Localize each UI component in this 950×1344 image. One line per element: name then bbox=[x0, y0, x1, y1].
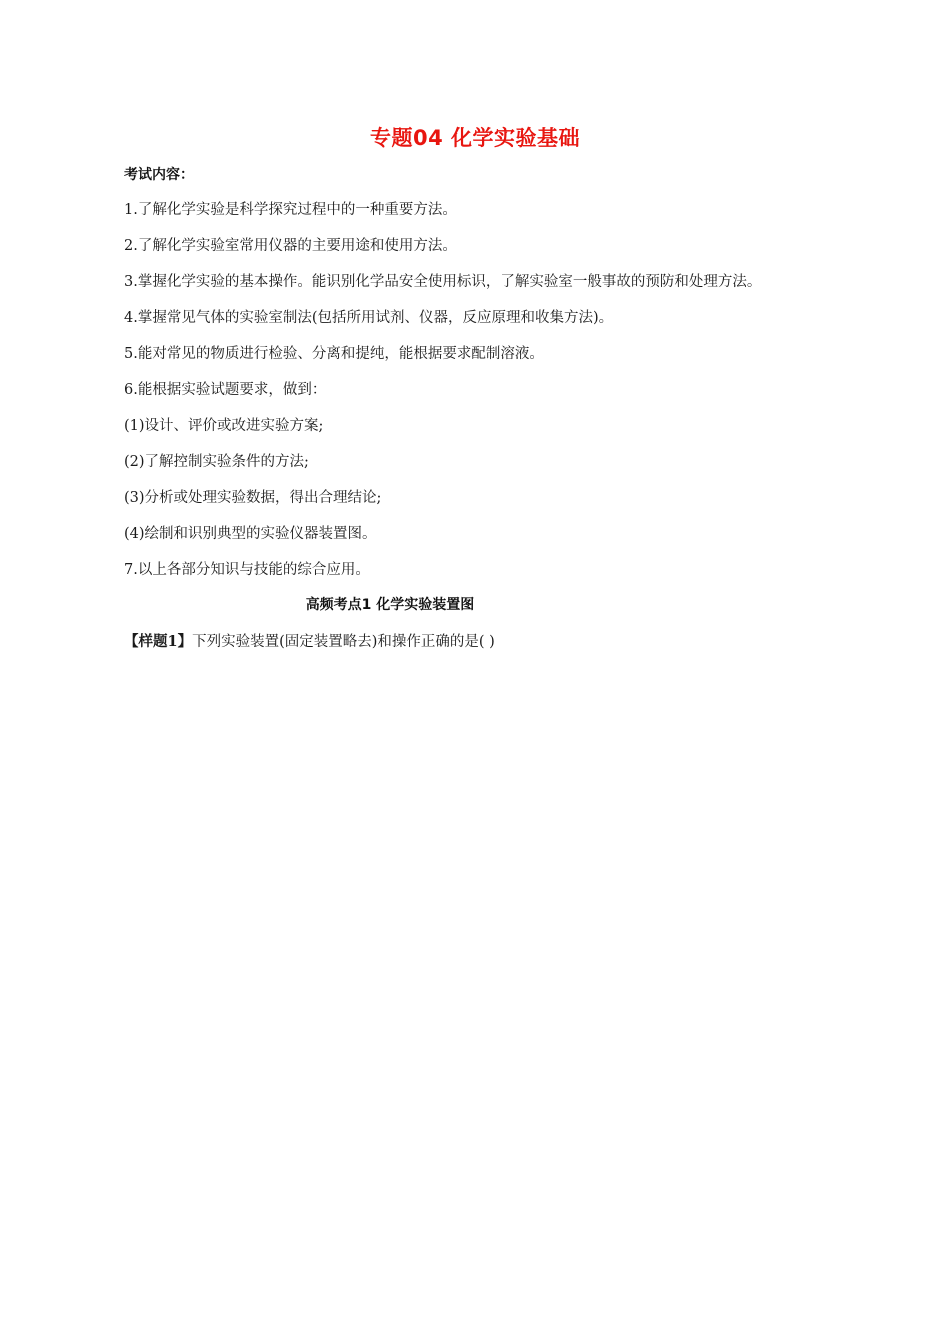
list-item: (3)分析或处理实验数据，得出合理结论; bbox=[124, 490, 382, 506]
document-title: 专题04 化学实验基础 bbox=[369, 126, 581, 150]
list-item: (1)设计、评价或改进实验方案; bbox=[124, 418, 324, 434]
list-item: (4)绘制和识别典型的实验仪器装置图。 bbox=[124, 526, 377, 542]
question-text: 下列实验装置(固定装置略去)和操作正确的是( ) bbox=[192, 634, 495, 650]
question-label: 【样题1】 bbox=[124, 633, 193, 650]
list-item: 6.能根据实验试题要求，做到： bbox=[124, 382, 327, 398]
list-item: 2.了解化学实验室常用仪器的主要用途和使用方法。 bbox=[124, 238, 457, 254]
sample-question bbox=[124, 630, 495, 651]
list-item: (2)了解控制实验条件的方法; bbox=[124, 454, 309, 470]
list-item: 1.了解化学实验是科学探究过程中的一种重要方法。 bbox=[124, 202, 457, 218]
exam-content-list bbox=[124, 200, 884, 596]
list-item: 4.掌握常见气体的实验室制法(包括所用试剂、仪器，反应原理和收集方法)。 bbox=[124, 310, 614, 326]
section-label: 考试内容： bbox=[124, 167, 194, 183]
list-item: 7.以上各部分知识与技能的综合应用。 bbox=[124, 562, 370, 578]
list-item: 3.掌握化学实验的基本操作。能识别化学品安全使用标识，了解实验室一般事故的预防和处理方法。 bbox=[124, 274, 762, 290]
list-item: 5.能对常见的物质进行检验、分离和提纯，能根据要求配制溶液。 bbox=[124, 346, 544, 362]
topic-subheading: 高频考点1 化学实验装置图 bbox=[305, 597, 475, 613]
